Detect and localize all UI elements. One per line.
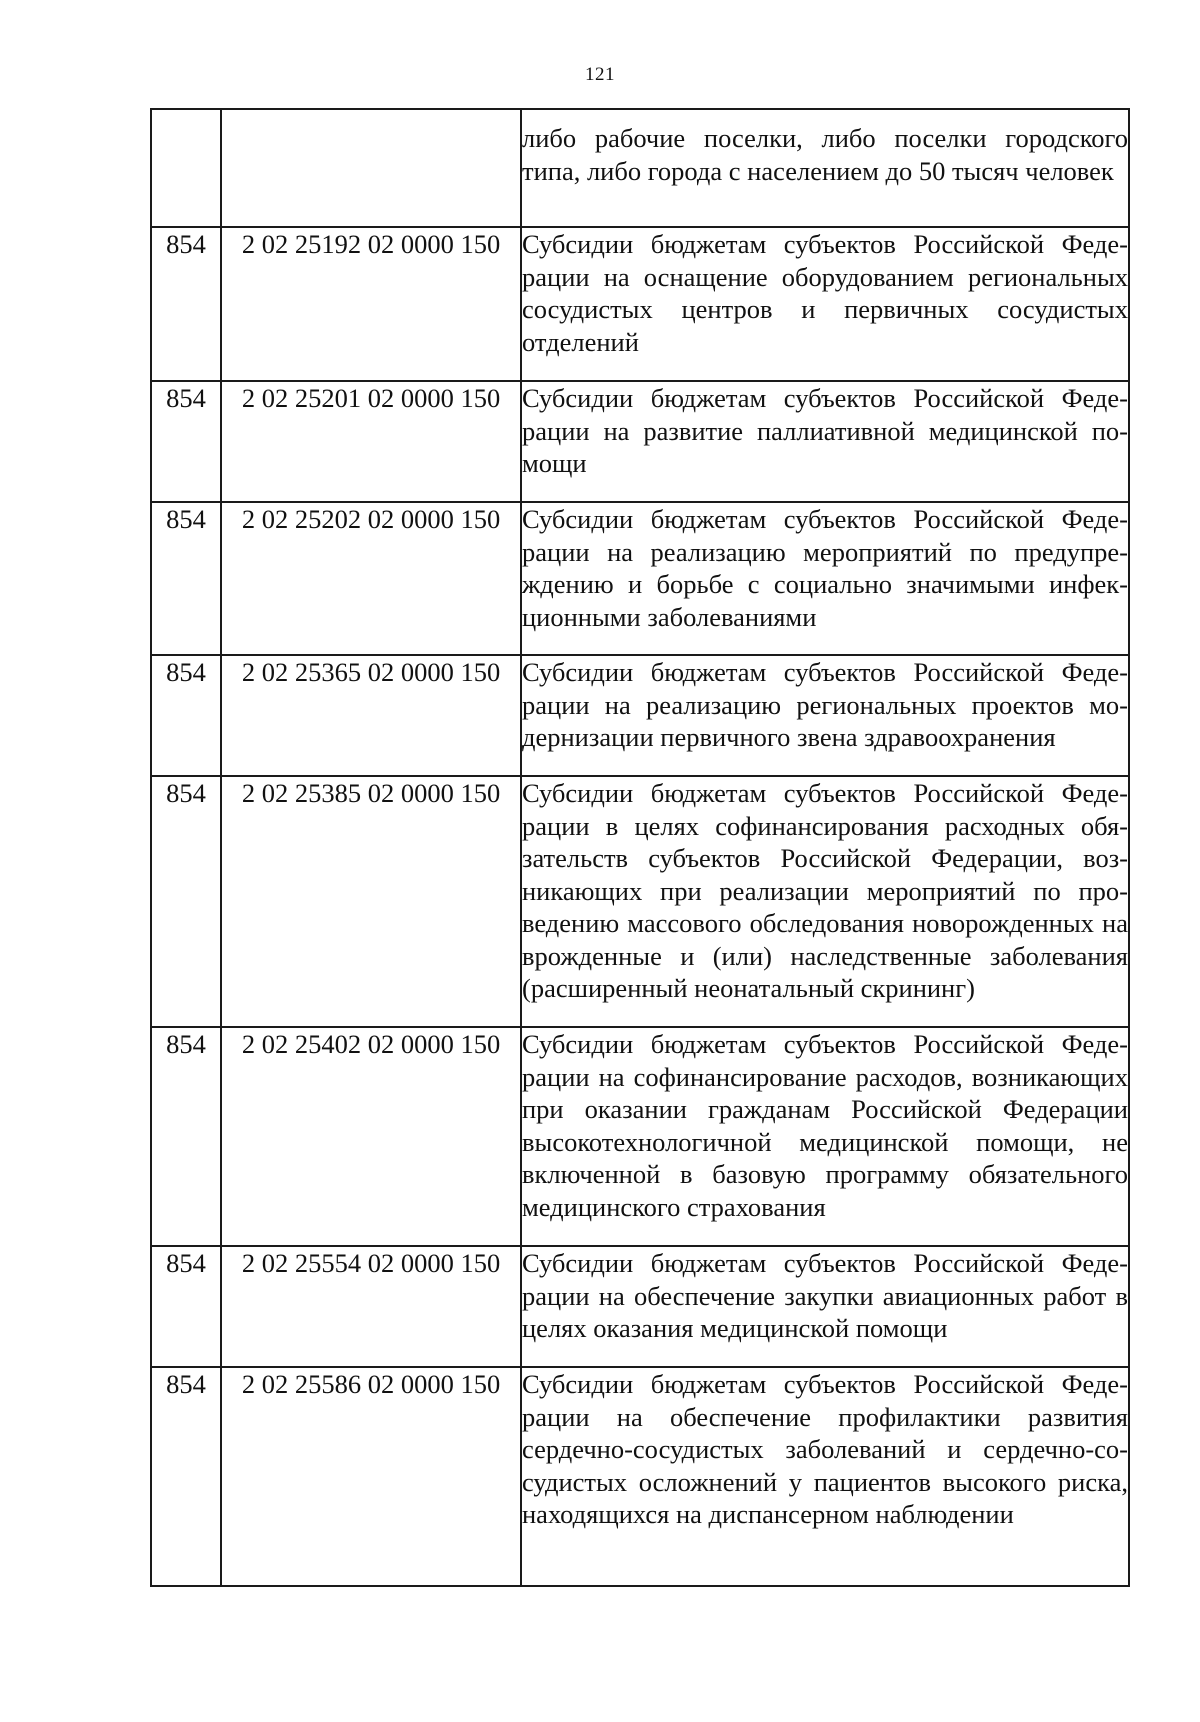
description-text: Субсидии бюджетам субъектов Российской Федерации на реализацию мероприятий по предупреждению и борьбе с социально значимыми инфекционными заболеваниями <box>522 504 1128 632</box>
page-number: 121 <box>585 64 615 85</box>
table-row <box>151 227 1129 381</box>
table-row <box>151 1246 1129 1367</box>
admin-code-cell: 854 <box>151 655 221 776</box>
description-cell <box>521 655 1129 776</box>
description-cell <box>521 381 1129 502</box>
budget-code-cell: 2 02 25365 02 0000 150 <box>221 655 521 776</box>
description-cell <box>521 502 1129 655</box>
admin-code-cell: 854 <box>151 1027 221 1246</box>
description-text: либо рабочие поселки, либо поселки городского типа, либо города с населением до 50 тысяч человек <box>522 123 1128 186</box>
description-text: Субсидии бюджетам субъектов Российской Федерации на обеспечение профилактики развития сердечно-сосудистых заболеваний и сердечно-сосудистых осложнений у пациентов высокого риска, находящихся на диспансерном наблюдении <box>522 1369 1128 1529</box>
admin-code-cell: 854 <box>151 227 221 381</box>
budget-code-cell <box>221 109 521 227</box>
table-row <box>151 1367 1129 1586</box>
admin-code-cell: 854 <box>151 1367 221 1586</box>
admin-code-cell <box>151 109 221 227</box>
description-text: Субсидии бюджетам субъектов Российской Федерации в целях софинансирования расходных обязательств субъектов Российской Федерации, возникающих при реализации мероприятий по проведению массового обследования новорожденных на врожденные и (или) наследственные заболевания (расширенный неонатальный скрининг) <box>522 778 1128 1003</box>
description-text: Субсидии бюджетам субъектов Российской Федерации на реализацию региональных проектов модернизации первичного звена здравоохранения <box>522 657 1128 752</box>
table-row <box>151 655 1129 776</box>
budget-code-cell: 2 02 25201 02 0000 150 <box>221 381 521 502</box>
admin-code-cell: 854 <box>151 502 221 655</box>
description-cell <box>521 776 1129 1027</box>
description-text: Субсидии бюджетам субъектов Российской Федерации на развитие паллиативной медицинской помощи <box>522 383 1128 478</box>
admin-code-cell: 854 <box>151 1246 221 1367</box>
budget-code-cell: 2 02 25554 02 0000 150 <box>221 1246 521 1367</box>
description-text: Субсидии бюджетам субъектов Российской Федерации на софинансирование расходов, возникающих при оказании гражданам Российской Федерации высокотехнологичной медицинской помощи, не включенной в базовую программу обязательного медицинского страхования <box>522 1029 1128 1222</box>
table-row <box>151 109 1129 227</box>
budget-code-cell: 2 02 25192 02 0000 150 <box>221 227 521 381</box>
description-cell <box>521 109 1129 227</box>
budget-code-cell: 2 02 25385 02 0000 150 <box>221 776 521 1027</box>
description-cell <box>521 1027 1129 1246</box>
table-row <box>151 502 1129 655</box>
table-row <box>151 381 1129 502</box>
budget-codes-table <box>150 108 1130 1587</box>
description-cell <box>521 227 1129 381</box>
table-body <box>151 109 1129 1586</box>
description-cell <box>521 1367 1129 1586</box>
budget-code-cell: 2 02 25586 02 0000 150 <box>221 1367 521 1586</box>
budget-code-cell: 2 02 25202 02 0000 150 <box>221 502 521 655</box>
admin-code-cell: 854 <box>151 776 221 1027</box>
table-row <box>151 1027 1129 1246</box>
budget-code-cell: 2 02 25402 02 0000 150 <box>221 1027 521 1246</box>
description-text: Субсидии бюджетам субъектов Российской Федерации на оснащение оборудованием региональных сосудистых центров и первичных сосудистых отделений <box>522 229 1128 357</box>
description-text: Субсидии бюджетам субъектов Российской Федерации на обеспечение закупки авиационных работ в целях оказания медицинской помощи <box>522 1248 1128 1343</box>
description-cell <box>521 1246 1129 1367</box>
admin-code-cell: 854 <box>151 381 221 502</box>
table-row <box>151 776 1129 1027</box>
